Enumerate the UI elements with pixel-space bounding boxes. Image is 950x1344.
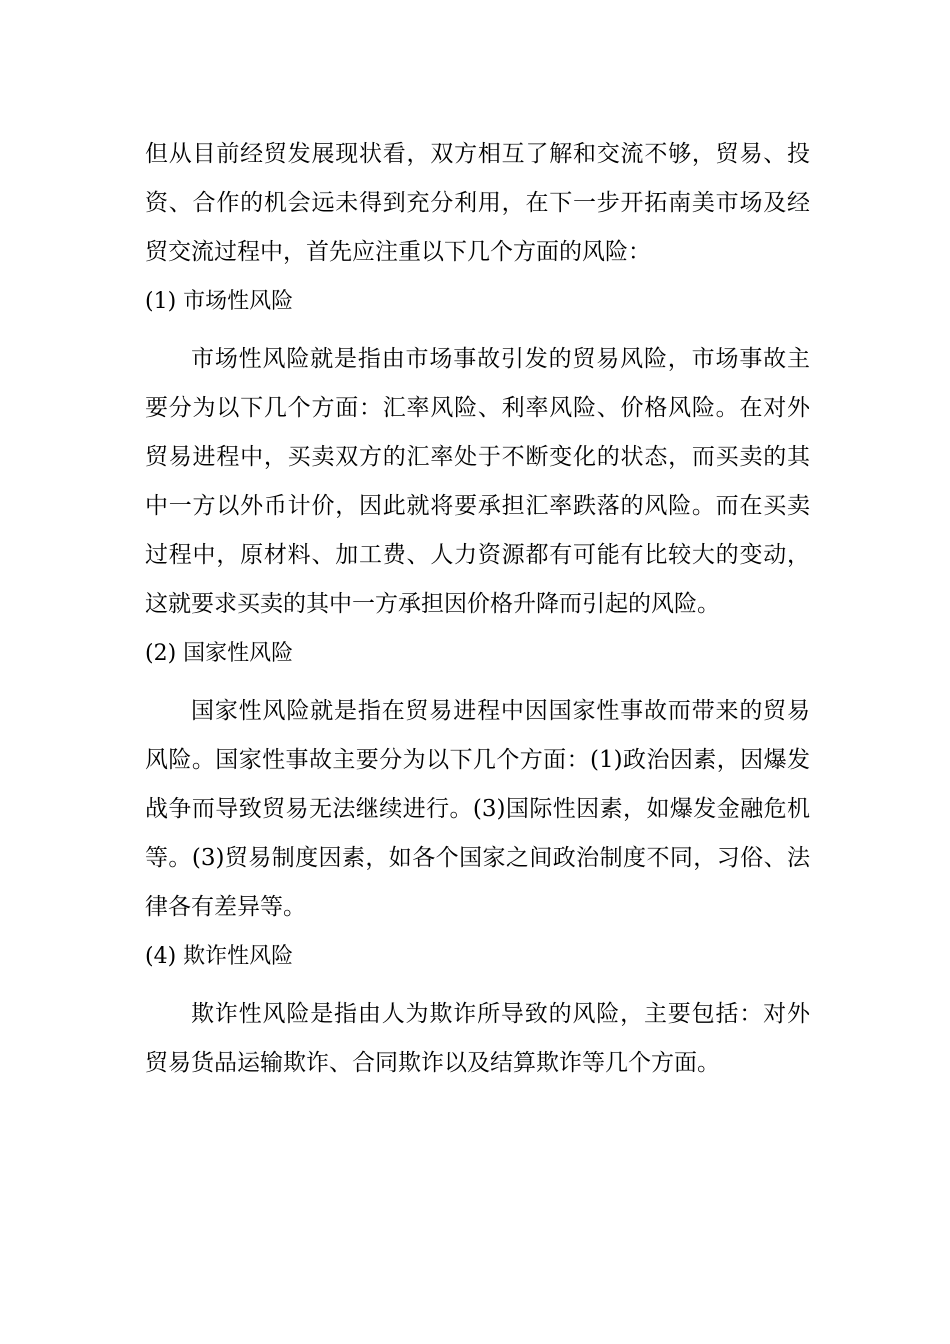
country-risk-paragraph: 国家性风险就是指在贸易进程中因国家性事故而带来的贸易风险。国家性事故主要分为以下几个方面：(1)政治因素，因爆发战争而导致贸易无法继续进行。(3)国际性因素，如爆发金融危机等。(3)贸易制度因素，如各个国家之间政治制度不同，习俗、法律各有差异等。 [145, 698, 810, 920]
fraud-risk-paragraph: 欺诈性风险是指由人为欺诈所导致的风险，主要包括：对外贸易货品运输欺诈、合同欺诈以及结算欺诈等几个方面。 [145, 1001, 810, 1076]
document-body [145, 130, 810, 1088]
market-risk-paragraph: 市场性风险就是指由市场事故引发的贸易风险，市场事故主要分为以下几个方面：汇率风险、利率风险、价格风险。在对外贸易进程中，买卖双方的汇率处于不断变化的状态，而买卖的其中一方以外币计价，因此就将要承担汇率跌落的风险。而在买卖过程中，原材料、加工费、人力资源都有可能有比较大的变动，这就要求买卖的其中一方承担因价格升降而引起的风险。 [145, 346, 810, 617]
section-heading-country-risk: (2) 国家性风险 [145, 641, 294, 666]
intro-paragraph: 但从目前经贸发展现状看，双方相互了解和交流不够，贸易、投资、合作的机会远未得到充分利用，在下一步开拓南美市场及经贸交流过程中，首先应注重以下几个方面的风险： [145, 141, 810, 265]
section-heading-market-risk: (1) 市场性风险 [145, 289, 294, 314]
section-heading-fraud-risk: (4) 欺诈性风险 [145, 944, 294, 969]
